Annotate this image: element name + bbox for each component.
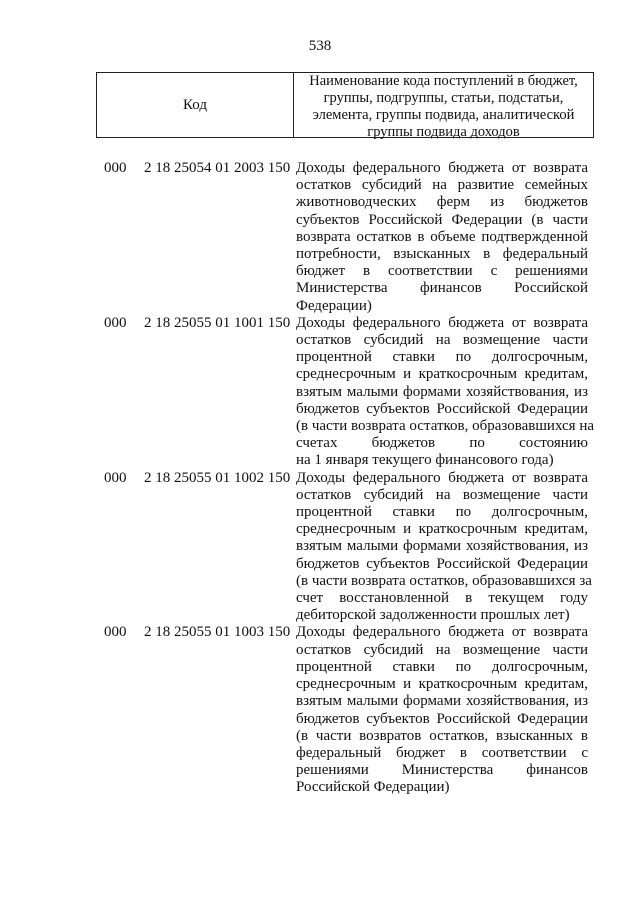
revenue-description [296, 314, 595, 470]
admin-code: 000 [104, 314, 127, 331]
table-header [96, 72, 594, 138]
description-line: взятым малыми формами хозяйствования, из [296, 538, 588, 555]
description-line: счет восстановленной в текущем году [296, 590, 588, 607]
revenue-code: 2 18 25054 01 2003 150 [144, 160, 291, 176]
header-name-line: группы подвида доходов [367, 124, 520, 140]
description-line: (в части возврата остатков, образовавшихся за [296, 572, 592, 589]
description-line: федеральный бюджет в соответствии с [296, 744, 588, 761]
header-name-label [294, 73, 593, 140]
revenue-description [296, 624, 588, 796]
description-line: (в части возвратов остатков, взысканных в [296, 727, 588, 744]
description-line: Доходы федерального бюджета от возврата [296, 314, 588, 331]
revenue-description [296, 469, 592, 625]
description-line: животноводческих ферм из бюджетов [296, 194, 588, 211]
description-line: дебиторской задолженности прошлых лет) [296, 607, 570, 624]
table-row [104, 314, 595, 470]
description-line: потребности, взысканных в федеральный [296, 246, 588, 263]
header-name-line: Наименование кода поступлений в бюджет, [309, 73, 578, 89]
table-row [104, 470, 592, 625]
description-line: Российской Федерации) [296, 779, 450, 796]
revenue-code: 2 18 25055 01 1001 150 [144, 314, 291, 331]
header-name-line: элемента, группы подвида, аналитической [312, 107, 575, 123]
revenue-code: 2 18 25055 01 1003 150 [144, 624, 291, 641]
description-line: остатков субсидий на возмещение части [296, 486, 588, 503]
description-line: Доходы федерального бюджета от возврата [296, 160, 588, 176]
description-line: решениями Министерства финансов [296, 762, 588, 779]
description-line: субъектов Российской Федерации (в части [296, 211, 588, 228]
description-line: бюджетов субъектов Российской Федерации [296, 400, 588, 417]
description-line: среднесрочным и краткосрочным кредитам, [296, 676, 588, 693]
table-row [104, 160, 592, 315]
page-number: 538 [308, 38, 332, 54]
description-line: среднесрочным и краткосрочным кредитам, [296, 366, 588, 383]
header-code-label: Код [97, 73, 294, 137]
description-line: бюджетов субъектов Российской Федерации [296, 710, 588, 727]
description-line: на 1 января текущего финансового года) [296, 452, 554, 469]
header-name-line: группы, подгруппы, статьи, подстатьи, [323, 90, 564, 106]
admin-code: 000 [104, 624, 127, 641]
description-line: процентной ставки по долгосрочным, [296, 349, 588, 366]
description-line: бюджет в соответствии с решениями [296, 263, 588, 280]
description-line: процентной ставки по долгосрочным, [296, 658, 588, 675]
description-line: (в части возврата остатков, образовавшихся на [296, 418, 595, 435]
description-line: Доходы федерального бюджета от возврата [296, 624, 588, 641]
description-line: счетах бюджетов по состоянию [296, 435, 588, 452]
description-line: остатков субсидий на возмещение части [296, 641, 588, 658]
description-line: среднесрочным и краткосрочным кредитам, [296, 521, 588, 538]
description-line: возврата остатков в объеме подтвержденной [296, 228, 588, 245]
revenue-description [296, 160, 588, 315]
table-body [104, 160, 595, 797]
revenue-code: 2 18 25055 01 1002 150 [144, 469, 291, 486]
description-line: взятым малыми формами хозяйствования, из [296, 383, 588, 400]
description-line: Федерации) [296, 297, 372, 314]
admin-code: 000 [104, 160, 127, 176]
description-line: Доходы федерального бюджета от возврата [296, 469, 588, 486]
description-line: взятым малыми формами хозяйствования, из [296, 693, 588, 710]
table-row [104, 624, 592, 796]
admin-code: 000 [104, 469, 127, 486]
description-line: процентной ставки по долгосрочным, [296, 504, 588, 521]
description-line: остатков субсидий на возмещение части [296, 332, 588, 349]
description-line: Министерства финансов Российской [296, 280, 588, 297]
description-line: бюджетов субъектов Российской Федерации [296, 555, 588, 572]
description-line: остатков субсидий на развитие семейных [296, 177, 588, 194]
